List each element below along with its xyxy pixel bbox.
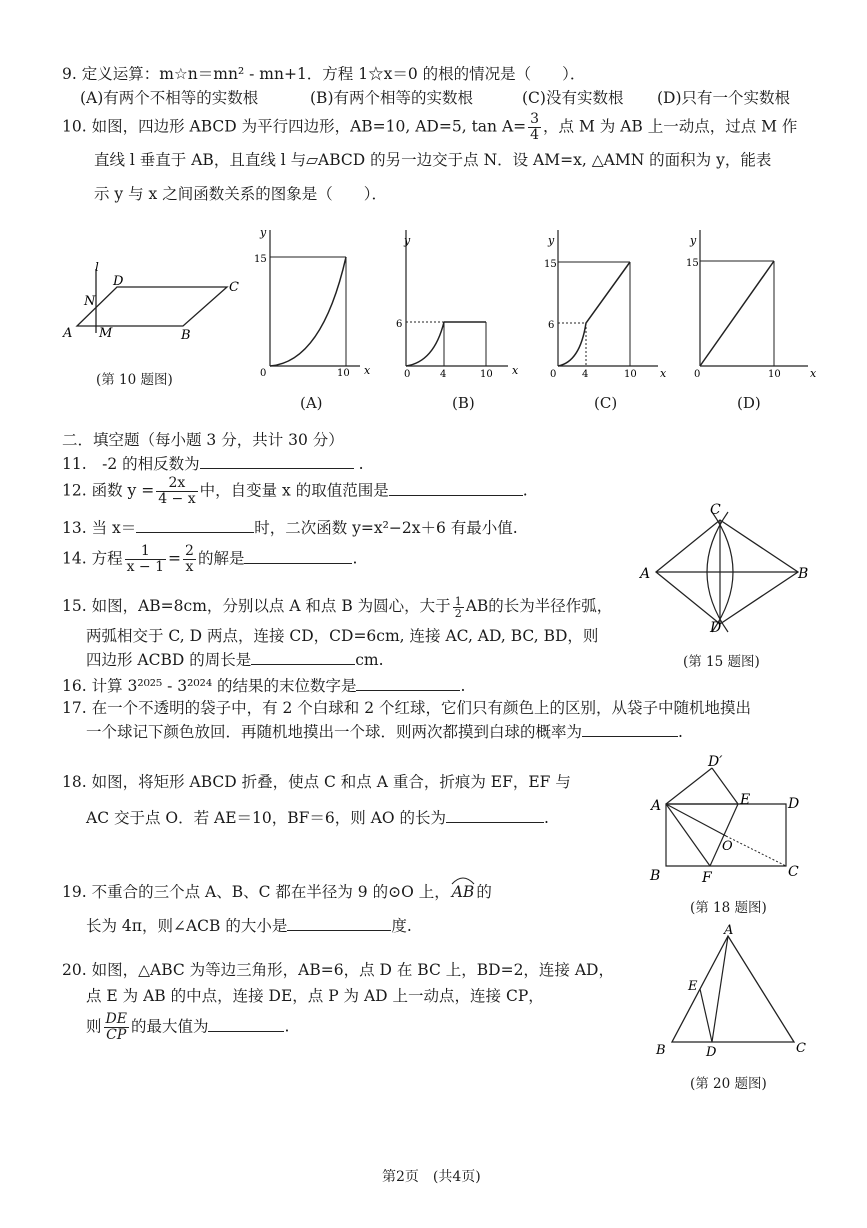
q18-label-E: E [740,792,751,808]
q16 [62,674,465,696]
q17-line1: 17. 在一个不透明的袋子中，有 2 个白球和 2 个红球，它们只有颜色上的区别，从袋子中随机地摸出 [62,699,752,717]
q15-line3-b: cm. [355,651,384,669]
q20-line3-a: 则 [86,1017,102,1036]
segment-de [700,989,712,1042]
label-N: N [84,294,96,309]
graph-d-line [700,261,774,366]
q18-line2-text: AC 交于点 O．若 AE＝10，BF＝6，则 AO 的长为 [86,809,447,827]
q13-text-a: 13. 当 x＝ [62,519,137,537]
q10-line1-a: 10. 如图，四边形 ABCD 为平行四边形，AB=10, AD=5, tan A= [62,117,527,136]
q20-line1: 20. 如图，△ABC 为等边三角形，AB=6，点 D 在 BC 上，BD=2，连接 AD， [62,961,614,979]
q19-line2-a: 长为 4π，则∠ACB 的大小是 [86,917,288,935]
q17-answer-blank[interactable] [582,722,678,737]
graph-d-tick-15: 15 [686,258,699,269]
q12-answer-blank[interactable] [389,481,523,496]
label-B: B [181,328,191,343]
q10-line1 [62,112,797,143]
q18-label-O: O [722,839,733,854]
q10-line1-b: ，点 M 为 AB 上一动点，过点 M 作 [543,117,798,136]
graph-a-label: (A) [300,394,323,412]
q14-numerator-1: 1 [125,544,166,560]
q11-answer-blank[interactable] [200,454,354,469]
q9-option-a: (A)有两个不相等的实数根 [80,89,259,107]
q9-stem: 9. 定义运算：m☆n＝mn² - mn+1．方程 1☆x＝0 的根的情况是（ ）． [62,65,586,83]
arc-symbol-icon [450,875,476,885]
page-footer: 第2页 (共4页) [382,1169,481,1185]
q15-line2: 两弧相交于 C, D 两点，连接 CD，CD=6cm, 连接 AC, AD, BC, BD，则 [86,627,599,645]
q14-denominator-1: x − 1 [126,559,165,575]
q20-fraction [104,1012,129,1043]
tan-numerator: 3 [530,111,540,127]
graph-d-x-label: x [810,367,817,380]
q14-answer-blank[interactable] [244,549,352,564]
graph-c-y-label: y [548,234,555,247]
q20-label-A: A [724,924,734,938]
q20-denominator: CP [106,1027,127,1043]
q18-label-Dprime: D′ [708,754,723,770]
q15-line1 [62,594,612,619]
q15-figure-caption: (第 15 题图) [683,654,760,670]
q14-fraction-right [183,544,196,575]
q15-label-B: B [798,566,809,582]
q17-line2: 一个球记下颜色放回．再随机地摸出一个球．则两次都摸到白球的概率为 . [86,723,683,741]
graph-c-label: (C) [594,394,618,412]
graph-a-origin: 0 [260,368,267,379]
q15-label-C: C [710,502,721,518]
q12: 12. 函数 y = $\frac{2x}{4 - x}$ 中，自变量 x 的取值范围是 . [62,475,528,507]
graph-a-curve [270,257,346,366]
q13 [62,516,518,538]
q20-label-E: E [688,979,698,994]
q15-label-D: D [710,620,722,636]
graph-a-tick-10: 10 [337,368,350,379]
graph-c-tick-4: 4 [582,369,589,380]
q20-figure [652,924,822,1064]
graph-c-tick-15: 15 [544,259,557,270]
q14-equals: = [168,549,182,568]
q19-line1 [62,880,492,902]
q18-label-C: C [788,864,799,880]
label-A: A [63,326,73,341]
q14-numerator-2: 2 [185,543,194,559]
q15-line3-a: 四边形 ACBD 的周长是 [86,651,252,669]
graph-c [540,222,670,382]
q12-text-a: 12. 函数 y = [62,481,155,500]
q18-label-F: F [702,870,712,886]
graph-a-y-label: y [260,226,267,239]
graph-d-origin: 0 [694,369,701,380]
q18-label-D: D [788,796,800,812]
q16-text: 16. 计算 3²⁰²⁵ - 3²⁰²⁴ 的结果的末位数字是 [62,677,357,695]
q19-arc-ab [450,883,477,901]
q20-figure-caption: (第 20 题图) [690,1076,767,1092]
q16-period: . [460,677,466,695]
parallelogram-abcd [77,287,227,326]
q19-line1-b: 的 [476,883,492,901]
q18-figure-caption: (第 18 题图) [690,900,767,916]
q15-line1-b: AB的长为半径作弧， [465,597,613,615]
q9-option-b: (B)有两个相等的实数根 [310,89,473,107]
graph-b [394,222,524,382]
q9-option-d: (D)只有一个实数根 [657,89,791,107]
q19-answer-blank[interactable] [287,916,391,931]
q12-text-b: 中，自变量 x 的取值范围是 [199,481,389,500]
q20-answer-blank[interactable] [208,1017,284,1032]
graph-c-curve [558,262,630,366]
q17-line2-text: 一个球记下颜色放回．再随机地摸出一个球．则两次都摸到白球的概率为 [86,723,583,741]
q15-line3 [86,648,384,670]
section-2-heading: 二．填空题（每小题 3 分，共计 30 分） [62,431,344,449]
q10-figure-caption: (第 10 题图) [96,372,173,388]
graph-b-curve [406,322,444,366]
graph-b-tick-6: 6 [396,319,403,330]
q10-parallelogram-figure [55,255,255,350]
q11-text: 11. -2 的相反数为 [62,455,200,473]
graph-d-label: (D) [737,394,761,412]
q10-line3: 示 y 与 x 之间函数关系的图象是（ ）． [94,185,387,203]
q16-answer-blank[interactable] [356,676,460,691]
q18-label-A: A [651,798,662,814]
q19-arc-label: AB [451,883,475,901]
q14-text-b: 的解是 [197,549,245,568]
q14-text-a: 14. 方程 [62,549,123,568]
graph-d [680,222,820,382]
graph-a [252,222,372,382]
q9-option-c: (C)没有实数根 [522,89,624,107]
graph-b-x-label: x [512,364,519,377]
q14-fraction-left [125,544,166,575]
q18-label-B: B [650,868,661,884]
graph-c-x-label: x [660,367,667,380]
q20-line3-b: 的最大值为 [130,1017,209,1036]
q20-label-D: D [706,1045,717,1060]
q12-fraction [156,476,197,507]
graph-b-tick-4: 4 [440,369,447,380]
q15-half-fraction [453,596,464,619]
tan-denominator: 4 [530,127,540,143]
q20-numerator: DE [105,1011,127,1027]
q15-line1-a: 15. 如图，AB=8cm，分别以点 A 和点 B 为圆心，大于 [62,597,451,615]
q20-line3: 则 $\frac{DE}{CP}$ 的最大值为 . [86,1011,290,1043]
q13-text-b: 时，二次函数 y=x²−2x＋6 有最小值. [254,519,518,537]
q19-line2 [86,914,412,936]
q19-line1-a: 19. 不重合的三个点 A、B、C 都在半径为 9 的⊙O 上， [62,883,450,901]
tan-fraction [528,112,541,143]
q19-line2-b: 度. [391,917,412,935]
graph-c-tick-6: 6 [548,320,555,331]
graph-a-tick-15: 15 [254,254,267,265]
graph-b-tick-10: 10 [480,369,493,380]
q12-denominator: 4 − x [158,491,196,507]
graph-b-origin: 0 [404,369,411,380]
label-C: C [229,280,239,295]
label-M: M [99,326,113,341]
q13-answer-blank[interactable] [136,518,254,533]
graph-c-tick-10: 10 [624,369,637,380]
q14-denominator-2: x [185,559,194,575]
q15-label-A: A [640,566,651,582]
label-l: l [95,260,99,274]
graph-c-origin: 0 [550,369,557,380]
q15-half-num: 1 [454,594,462,608]
q15-figure [638,496,818,644]
q18-line1: 18. 如图，将矩形 ABCD 折叠，使点 C 和点 A 重合，折痕为 EF，EF 与 [62,773,571,791]
q11: 11. -2 的相反数为 . [62,455,364,473]
q12-numerator: 2x [156,476,197,492]
graph-b-label: (B) [452,394,475,412]
label-D: D [113,274,124,289]
q18-line2: AC 交于点 O．若 AE＝10，BF＝6，则 AO 的长为 . [86,809,549,827]
graph-b-y-label: y [404,234,411,247]
q18-answer-blank[interactable] [446,808,544,823]
q15-half-den: 2 [454,606,462,620]
q18-figure [646,748,816,888]
graph-a-x-label: x [364,364,371,377]
q10-line2: 直线 l 垂直于 AB，且直线 l 与▱ABCD 的另一边交于点 N．设 AM=x, △AMN 的面积为 y，能表 [94,151,772,169]
q20-line2: 点 E 为 AB 的中点，连接 DE，点 P 为 AD 上一动点，连接 CP， [86,987,544,1005]
q15-answer-blank[interactable] [251,650,355,665]
q20-label-B: B [656,1043,666,1058]
q14: 14. 方程 $\frac{1}{x - 1}$ = $\frac{2}{x}$ 的解是 . [62,543,358,575]
graph-d-tick-10: 10 [768,369,781,380]
graph-d-y-label: y [690,234,697,247]
q20-label-C: C [796,1041,806,1056]
